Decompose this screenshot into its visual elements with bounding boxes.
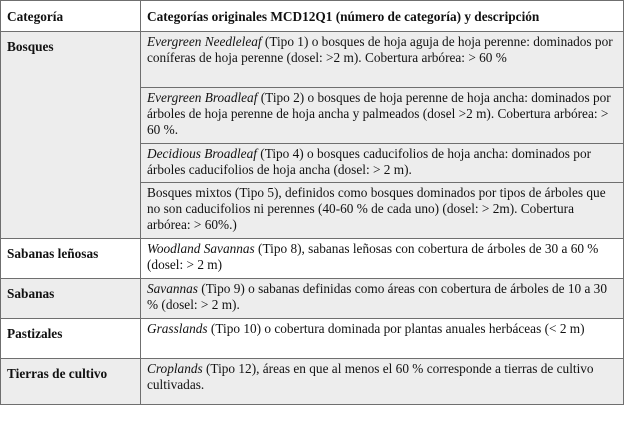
description-cell	[141, 239, 624, 279]
english-term: Grasslands	[147, 321, 208, 336]
table-row	[1, 359, 624, 405]
description-text: (Tipo 1) o bosques de hoja aguja de hoja perenne: dominados por coníferas de hoja perenne (dosel: >2 m). Cobertura arbórea: > 60 %	[147, 34, 613, 65]
english-term: Croplands	[147, 361, 203, 376]
english-term: Savannas	[147, 281, 198, 296]
description-text: (Tipo 4) o bosques caducifolios de hoja ancha: dominados por árboles caducifolios de hoja ancha (dosel: > 2 m).	[147, 146, 592, 177]
description-text: Bosques mixtos (Tipo 5), definidos como bosques dominados por tipos de árboles que no son caducifolios ni perennes (40-60 % de cada uno) (dosel: > 2m). Cobertura arbórea: > 60%.)	[147, 185, 606, 232]
description-cell	[141, 359, 624, 405]
english-term: Decidious Broadleaf	[147, 146, 257, 161]
category-cell: Tierras de cultivo	[1, 359, 141, 405]
table-row	[1, 279, 624, 319]
category-cell: Sabanas leñosas	[1, 239, 141, 279]
header-description: Categorías originales MCD12Q1 (número de categoría) y descripción	[141, 1, 624, 32]
description-cell	[141, 144, 624, 183]
description-text: (Tipo 12), áreas en que al menos el 60 % corresponde a tierras de cultivo cultivadas.	[147, 361, 594, 392]
description-text: (Tipo 2) o bosques de hoja perenne de hoja ancha: dominados por árboles de hoja perenne de hoja ancha y palmeados (dosel >2 m). Cobertura arbórea: > 60 %.	[147, 90, 611, 137]
table-row	[1, 32, 624, 88]
description-text: (Tipo 8), sabanas leñosas con cobertura de árboles de 30 a 60 % (dosel: > 2 m)	[147, 241, 599, 272]
table-row	[1, 319, 624, 359]
english-term: Evergreen Broadleaf	[147, 90, 258, 105]
description-text: (Tipo 10) o cobertura dominada por plantas anuales herbáceas (< 2 m)	[207, 321, 585, 336]
category-cell: Sabanas	[1, 279, 141, 319]
category-cell: Bosques	[1, 32, 141, 239]
description-cell	[141, 279, 624, 319]
description-text: (Tipo 9) o sabanas definidas como áreas con cobertura de árboles de 10 a 30 % (dosel: > 2 m).	[147, 281, 607, 312]
english-term: Evergreen Needleleaf	[147, 34, 262, 49]
header-category: Categoría	[1, 1, 141, 32]
description-cell	[141, 88, 624, 144]
description-cell	[141, 183, 624, 239]
category-cell: Pastizales	[1, 319, 141, 359]
table-header-row	[1, 1, 624, 32]
description-cell	[141, 32, 624, 88]
english-term: Woodland Savannas	[147, 241, 255, 256]
table-row	[1, 239, 624, 279]
description-cell	[141, 319, 624, 359]
